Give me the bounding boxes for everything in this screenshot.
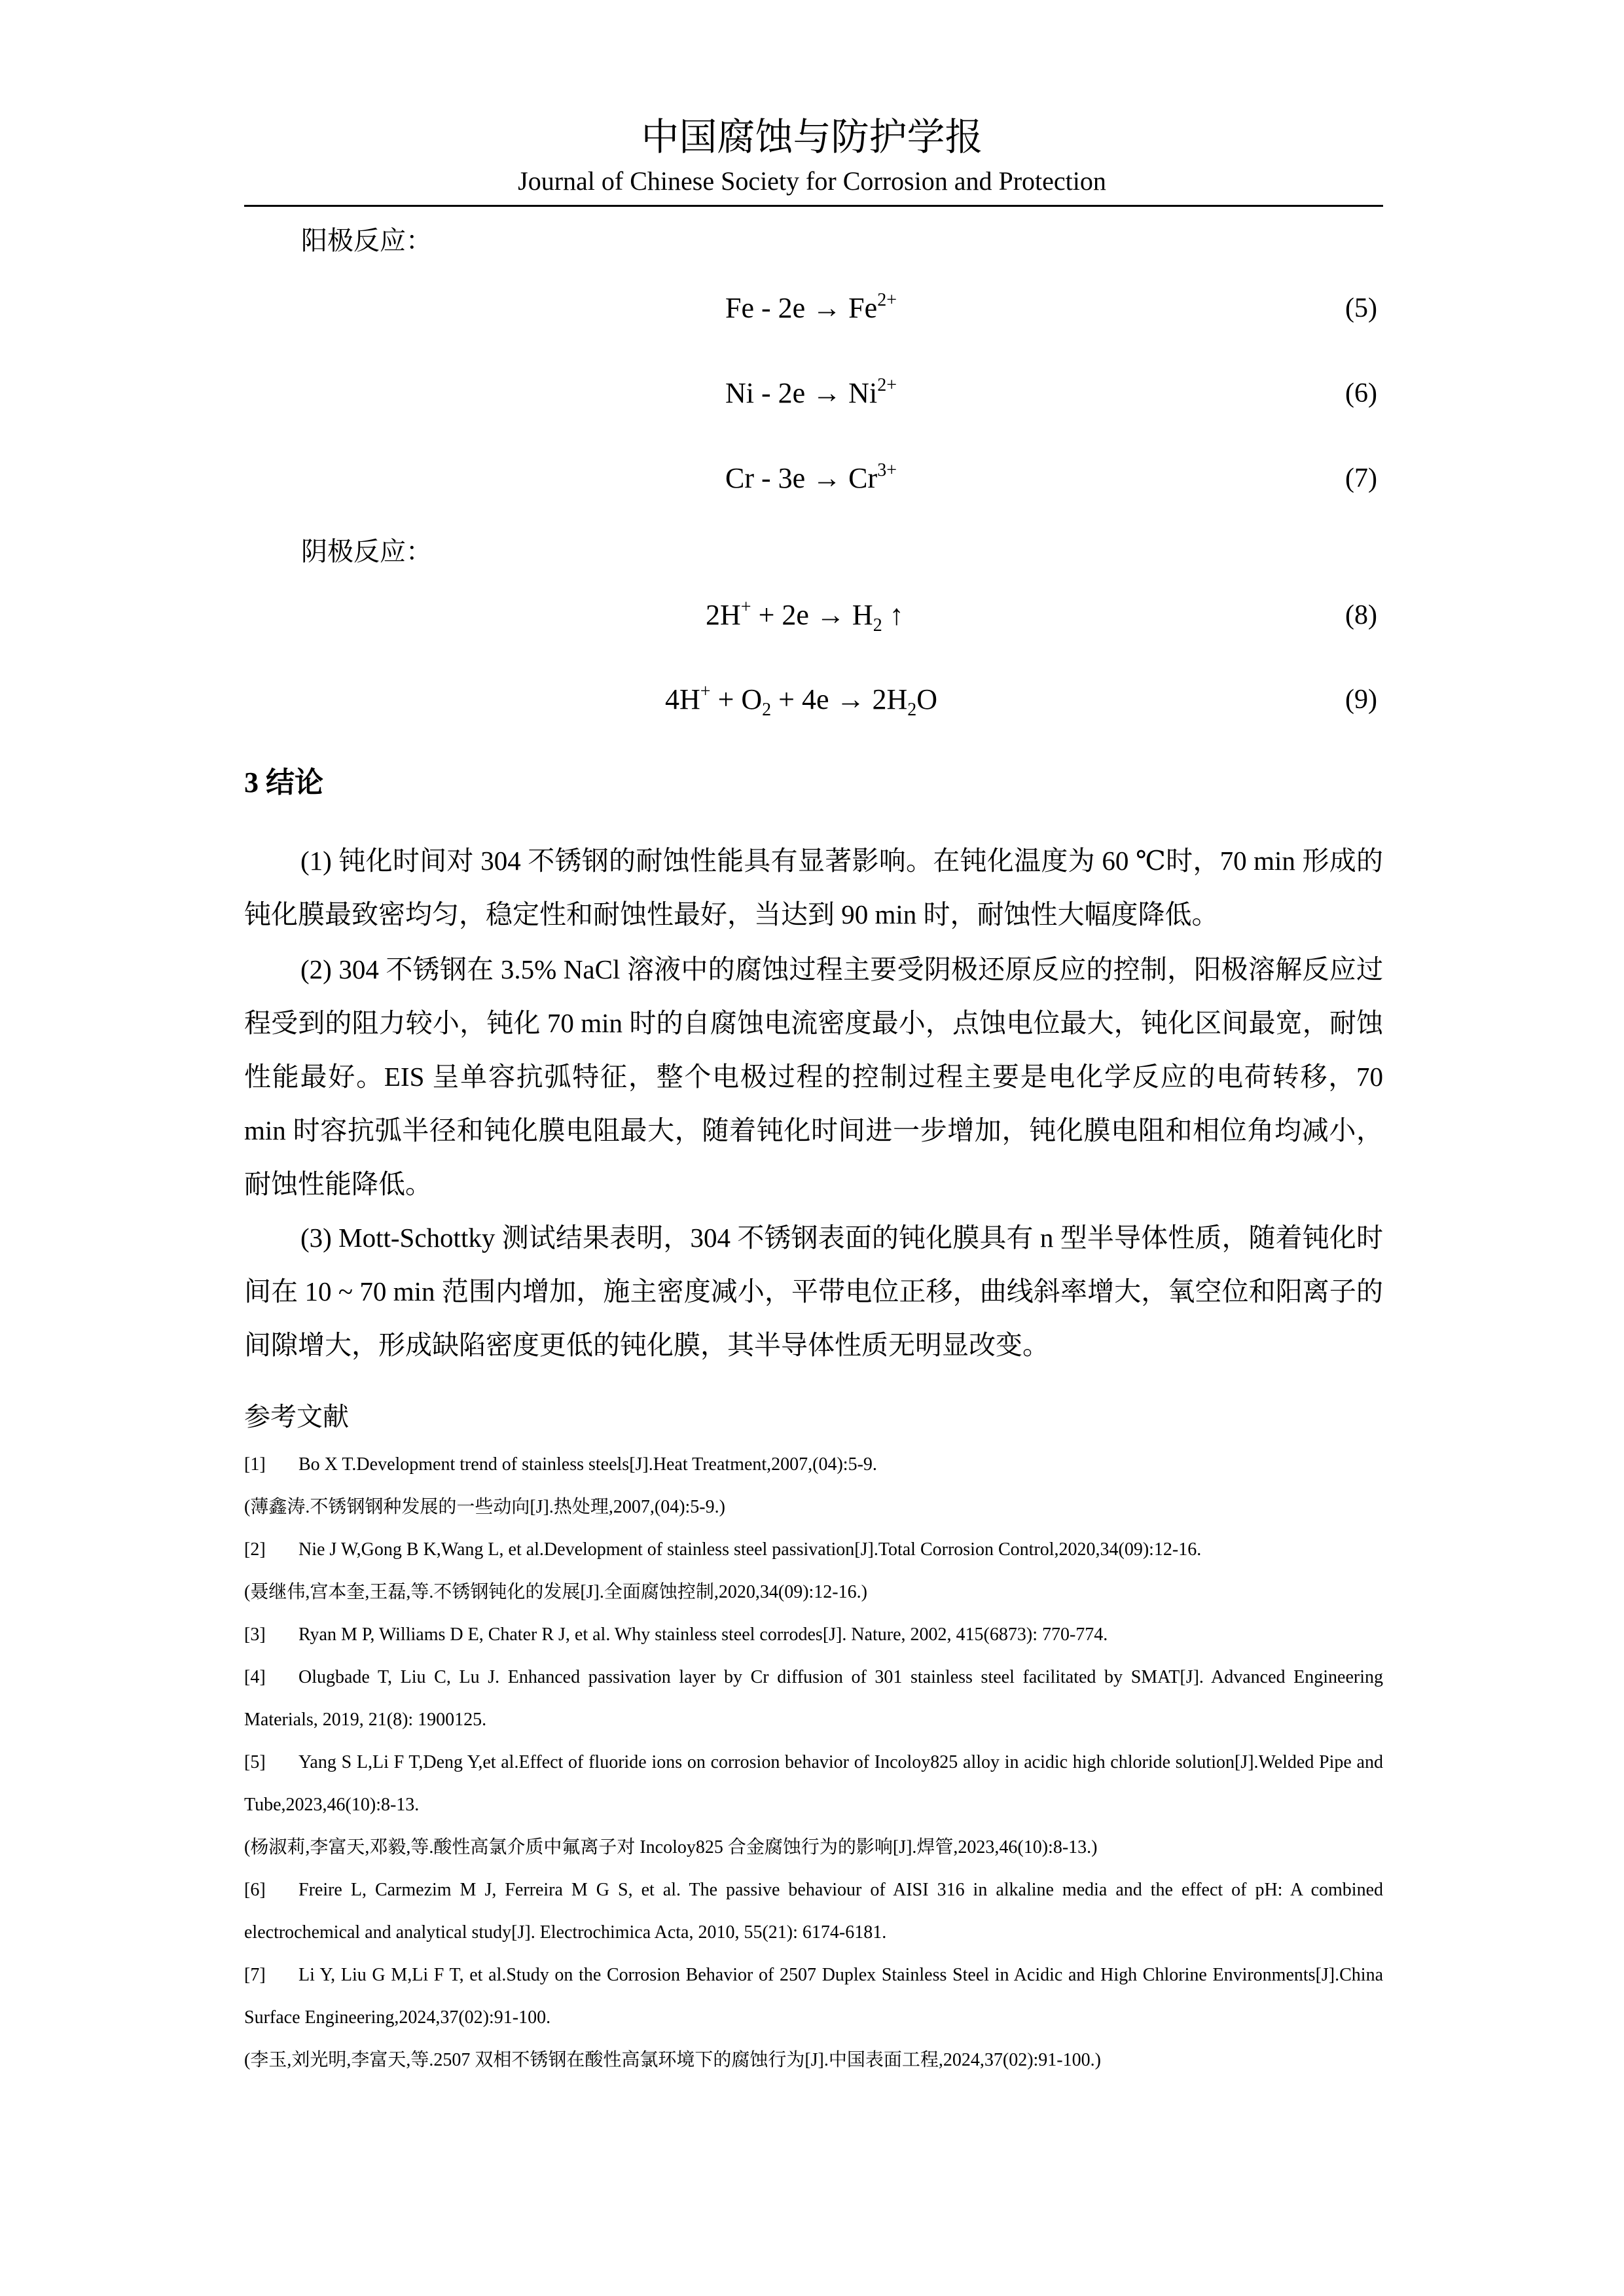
reference-text: Freire L, Carmezim M J, Ferreira M G S, et al. The passive behaviour of AISI 316 in alkaline media and the effect of pH: A combined electrochemical and analytical study[J]. Electrochimica Acta, 2010, 55(21): 6174-6181.: [244, 1880, 1383, 1943]
equation-number-7: (7): [1345, 463, 1377, 493]
section-heading-conclusion: 3 结论: [244, 766, 323, 798]
reference-number: [4]: [244, 1667, 266, 1687]
reference-number: [7]: [244, 1965, 266, 1985]
reference-text: Olugbade T, Liu C, Lu J. Enhanced passivation layer by Cr diffusion of 301 stainless steel facilitated by SMAT[J]. Advanced Engineering Materials, 2019, 21(8): 1900125.: [244, 1667, 1383, 1730]
reference-number: [1]: [244, 1454, 266, 1475]
equation-9: $4H^+ + O_2 + 4e \to 2H_2O$: [665, 681, 938, 720]
reference-translation: (薄鑫涛.不锈钢钢种发展的一些动向[J].热处理,2007,(04):5-9.): [244, 1497, 725, 1517]
conclusion-paragraph-1: (1) 钝化时间对 304 不锈钢的耐蚀性能具有显著影响。在钝化温度为 60 ℃时，70 min 形成的钝化膜最致密均匀，稳定性和耐蚀性最好，当达到 90 min 时，耐蚀性大幅度降低。: [244, 846, 1383, 929]
reference-text: Li Y, Liu G M,Li F T, et al.Study on the Corrosion Behavior of 2507 Duplex Stainless Steel in Acidic and High Chlorine Environments[J].China Surface Engineering,2024,37(02):91-100.: [244, 1965, 1383, 2028]
reference-number: [3]: [244, 1624, 266, 1645]
reference-translation: (聂继伟,宫本奎,王磊,等.不锈钢钝化的发展[J].全面腐蚀控制,2020,34(09):12-16.): [244, 1582, 867, 1602]
references-heading: 参考文献: [244, 1402, 349, 1431]
reference-item-3: [244, 1613, 1383, 1656]
equation-number-9: (9): [1345, 685, 1377, 715]
equation-6: $Ni - 2e \to Ni^{2+}$: [725, 375, 897, 409]
reference-text: Ryan M P, Williams D E, Chater R J, et al. Why stainless steel corrodes[J]. Nature, 2002, 415(6873): 770-774.: [298, 1624, 1108, 1645]
equation-number-6: (6): [1345, 378, 1377, 408]
reference-number: [6]: [244, 1880, 266, 1900]
reference-list: [244, 1443, 1383, 2081]
reference-item-6: [244, 1869, 1383, 1954]
journal-title-en: Journal of Chinese Society for Corrosion and Protection: [518, 166, 1106, 196]
reference-item-7: [244, 1954, 1383, 2081]
conclusion-paragraph-3: (3) Mott-Schottky 测试结果表明，304 不锈钢表面的钝化膜具有 n 型半导体性质，随着钝化时间在 10 ~ 70 min 范围内增加，施主密度减小，平带电位正移，曲线斜率增大，氧空位和阳离子的间隙增大，形成缺陷密度更低的钝化膜，其半导体性质无明显改变。: [244, 1223, 1383, 1360]
reference-item-1: [244, 1443, 1383, 1528]
equation-number-5: (5): [1345, 293, 1377, 323]
reference-item-2: [244, 1528, 1383, 1613]
anode-label: 阳极反应：: [301, 226, 432, 255]
reference-translation: (杨淑莉,李富天,邓毅,等.酸性高氯介质中氟离子对 Incoloy825 合金腐蚀行为的影响[J].焊管,2023,46(10):8-13.): [244, 1837, 1098, 1857]
reference-translation: (李玉,刘光明,李富天,等.2507 双相不锈钢在酸性高氯环境下的腐蚀行为[J].中国表面工程,2024,37(02):91-100.): [244, 2050, 1101, 2070]
cathode-label: 阴极反应：: [301, 537, 432, 566]
equation-8: $2H^+ + 2e \to H_2$ ↑: [706, 597, 904, 636]
equation-7: $Cr - 3e \to Cr^{3+}$: [725, 460, 897, 494]
reference-item-5: [244, 1741, 1383, 1869]
equation-5: $Fe - 2e \to Fe^{2+}$: [725, 290, 897, 324]
reference-text: Nie J W,Gong B K,Wang L, et al.Development of stainless steel passivation[J].Total Corrosion Control,2020,34(09):12-16.: [298, 1539, 1202, 1560]
reference-text: Yang S L,Li F T,Deng Y,et al.Effect of fluoride ions on corrosion behavior of Incoloy825 alloy in acidic high chloride solution[J].Welded Pipe and Tube,2023,46(10):8-13.: [244, 1752, 1383, 1815]
reference-number: [5]: [244, 1752, 266, 1772]
journal-title-zh: 中国腐蚀与防护学报: [641, 116, 983, 158]
equation-number-8: (8): [1345, 600, 1377, 630]
reference-text: Bo X T.Development trend of stainless steels[J].Heat Treatment,2007,(04):5-9.: [298, 1454, 877, 1475]
conclusion-paragraph-2: (2) 304 不锈钢在 3.5% NaCl 溶液中的腐蚀过程主要受阴极还原反应的控制，阳极溶解反应过程受到的阻力较小，钝化 70 min 时的自腐蚀电流密度最小，点蚀电位最大，钝化区间最宽，耐蚀性能最好。EIS 呈单容抗弧特征，整个电极过程的控制过程主要是电化学反应的电荷转移，70 min 时容抗弧半径和钝化膜电阻最大，随着钝化时间进一步增加，钝化膜电阻和相位角均减小，耐蚀性能降低。: [244, 954, 1383, 1199]
reference-number: [2]: [244, 1539, 266, 1560]
header-divider: [244, 205, 1383, 207]
reference-item-4: [244, 1656, 1383, 1741]
